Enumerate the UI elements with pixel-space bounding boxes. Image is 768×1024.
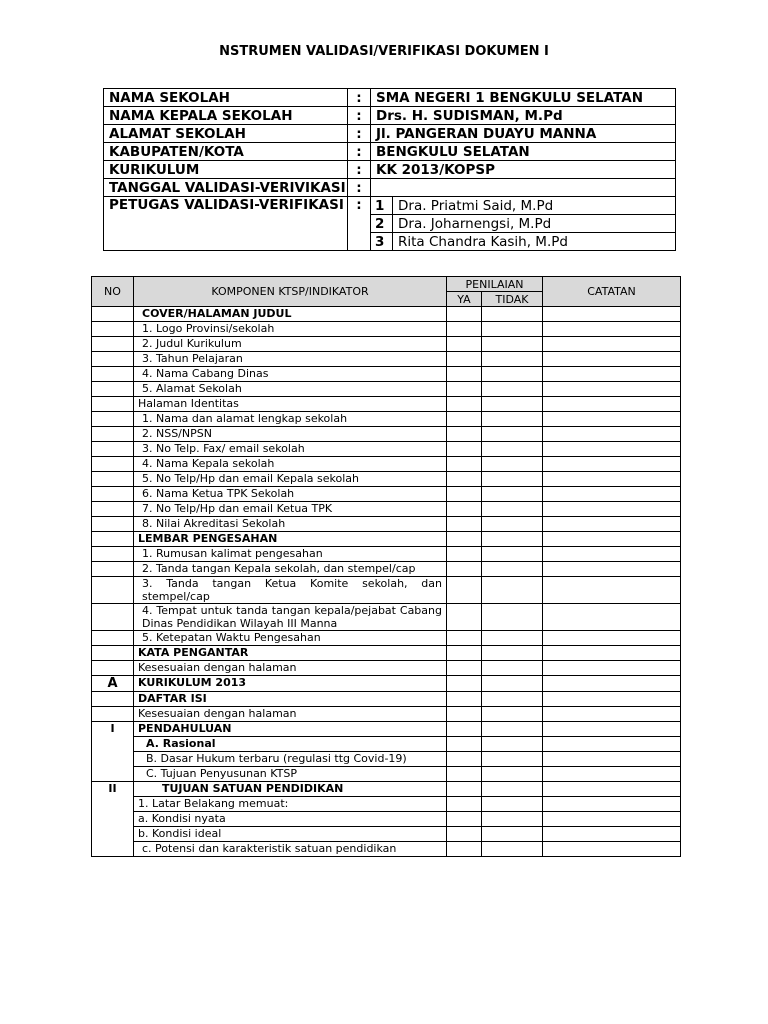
indicator-text: 1. Latar Belakang memuat:	[134, 797, 447, 812]
indicator-text: 2. Tanda tangan Kepala sekolah, dan stempel/cap	[134, 562, 447, 577]
section-heading: COVER/HALAMAN JUDUL	[134, 307, 447, 322]
table-row	[92, 442, 681, 457]
ktsp-validation-table	[91, 276, 681, 857]
info-label: KURIKULUM	[104, 161, 348, 179]
info-label: KABUPATEN/KOTA	[104, 143, 348, 161]
section-heading: LEMBAR PENGESAHAN	[134, 532, 447, 547]
info-value: SMA NEGERI 1 BENGKULU SELATAN	[371, 89, 676, 107]
info-colon: :	[348, 161, 371, 179]
table-row	[92, 812, 681, 827]
table-row	[92, 427, 681, 442]
section-heading: DAFTAR ISI	[134, 692, 447, 707]
row-number: I	[92, 722, 134, 782]
table-row	[92, 737, 681, 752]
table-row	[92, 502, 681, 517]
section-heading: TUJUAN SATUAN PENDIDIKAN	[134, 782, 447, 797]
table-row	[92, 322, 681, 337]
table-row	[92, 722, 681, 737]
indicator-text: 1. Rumusan kalimat pengesahan	[134, 547, 447, 562]
indicator-text: C. Tujuan Penyusunan KTSP	[134, 767, 447, 782]
info-row-petugas-1	[104, 197, 676, 215]
indicator-text: Kesesuaian dengan halaman	[134, 661, 447, 676]
info-row-alamat	[104, 125, 676, 143]
row-number: II	[92, 782, 134, 857]
indicator-text: b. Kondisi ideal	[134, 827, 447, 842]
indicator-text: c. Potensi dan karakteristik satuan pendidikan	[134, 842, 447, 857]
table-row	[92, 631, 681, 646]
indicator-text: 3. Tanda tangan Ketua Komite sekolah, dan stempel/cap	[134, 577, 447, 604]
table-row	[92, 307, 681, 322]
info-label: NAMA SEKOLAH	[104, 89, 348, 107]
table-row	[92, 577, 681, 604]
indicator-text: 2. Judul Kurikulum	[134, 337, 447, 352]
info-colon: :	[348, 125, 371, 143]
header-tidak: TIDAK	[482, 292, 543, 307]
indicator-text: 8. Nilai Akreditasi Sekolah	[134, 517, 447, 532]
table-row	[92, 337, 681, 352]
table-row	[92, 367, 681, 382]
petugas-name: Rita Chandra Kasih, M.Pd	[393, 233, 676, 251]
document-title: NSTRUMEN VALIDASI/VERIFIKASI DOKUMEN I	[219, 44, 549, 59]
header-ya: YA	[447, 292, 482, 307]
indicator-text: 2. NSS/NPSN	[134, 427, 447, 442]
section-heading: PENDAHULUAN	[134, 722, 447, 737]
info-row-nama-sekolah	[104, 89, 676, 107]
row-number: A	[92, 676, 134, 692]
indicator-text: 3. No Telp. Fax/ email sekolah	[134, 442, 447, 457]
info-colon: :	[348, 143, 371, 161]
table-row	[92, 532, 681, 547]
petugas-number: 2	[371, 215, 393, 233]
info-label: PETUGAS VALIDASI-VERIFIKASI	[104, 197, 348, 251]
table-row	[92, 562, 681, 577]
header-no: NO	[92, 277, 134, 307]
table-row	[92, 412, 681, 427]
info-colon: :	[348, 107, 371, 125]
table-row	[92, 767, 681, 782]
info-label: NAMA KEPALA SEKOLAH	[104, 107, 348, 125]
indicator-text: B. Dasar Hukum terbaru (regulasi ttg Covid-19)	[134, 752, 447, 767]
table-row	[92, 797, 681, 812]
info-value: Jl. PANGERAN DUAYU MANNA	[371, 125, 676, 143]
table-row	[92, 646, 681, 661]
indicator-text: 3. Tahun Pelajaran	[134, 352, 447, 367]
info-value: KK 2013/KOPSP	[371, 161, 676, 179]
table-row	[92, 457, 681, 472]
petugas-name: Dra. Priatmi Said, M.Pd	[393, 197, 676, 215]
info-colon: :	[348, 179, 371, 197]
table-row	[92, 752, 681, 767]
school-info-table	[103, 88, 676, 251]
table-row	[92, 782, 681, 797]
info-row-kurikulum	[104, 161, 676, 179]
table-row	[92, 827, 681, 842]
info-row-kabupaten	[104, 143, 676, 161]
table-row	[92, 842, 681, 857]
indicator-text: 1. Logo Provinsi/sekolah	[134, 322, 447, 337]
indicator-text: a. Kondisi nyata	[134, 812, 447, 827]
info-colon: :	[348, 197, 371, 251]
table-row	[92, 676, 681, 692]
info-row-kepala-sekolah	[104, 107, 676, 125]
indicator-text: 4. Nama Kepala sekolah	[134, 457, 447, 472]
petugas-number: 3	[371, 233, 393, 251]
indicator-text: 1. Nama dan alamat lengkap sekolah	[134, 412, 447, 427]
indicator-text: 4. Tempat untuk tanda tangan kepala/pejabat Cabang Dinas Pendidikan Wilayah III Manna	[134, 604, 447, 631]
table-row	[92, 604, 681, 631]
header-penilaian: PENILAIAN	[447, 277, 543, 292]
indicator-text: 5. Alamat Sekolah	[134, 382, 447, 397]
header-komponen: KOMPONEN KTSP/INDIKATOR	[134, 277, 447, 307]
indicator-text: 4. Nama Cabang Dinas	[134, 367, 447, 382]
table-row	[92, 352, 681, 367]
indicator-text: 7. No Telp/Hp dan email Ketua TPK	[134, 502, 447, 517]
table-row	[92, 472, 681, 487]
indicator-text: Kesesuaian dengan halaman	[134, 707, 447, 722]
info-value	[371, 179, 676, 197]
info-colon: :	[348, 89, 371, 107]
indicator-text: 6. Nama Ketua TPK Sekolah	[134, 487, 447, 502]
info-value: Drs. H. SUDISMAN, M.Pd	[371, 107, 676, 125]
section-heading: KATA PENGANTAR	[134, 646, 447, 661]
info-row-tanggal	[104, 179, 676, 197]
section-heading: KURIKULUM 2013	[134, 676, 447, 692]
indicator-text: Halaman Identitas	[134, 397, 447, 412]
info-label: ALAMAT SEKOLAH	[104, 125, 348, 143]
table-row	[92, 692, 681, 707]
table-row	[92, 382, 681, 397]
indicator-text: A. Rasional	[134, 737, 447, 752]
table-row	[92, 397, 681, 412]
table-row	[92, 517, 681, 532]
table-row	[92, 661, 681, 676]
table-row	[92, 487, 681, 502]
table-row	[92, 707, 681, 722]
indicator-text: 5. No Telp/Hp dan email Kepala sekolah	[134, 472, 447, 487]
petugas-name: Dra. Joharnengsi, M.Pd	[393, 215, 676, 233]
indicator-text: 5. Ketepatan Waktu Pengesahan	[134, 631, 447, 646]
info-value: BENGKULU SELATAN	[371, 143, 676, 161]
table-row	[92, 547, 681, 562]
petugas-number: 1	[371, 197, 393, 215]
info-label: TANGGAL VALIDASI-VERIVIKASI	[104, 179, 348, 197]
header-catatan: CATATAN	[543, 277, 681, 307]
